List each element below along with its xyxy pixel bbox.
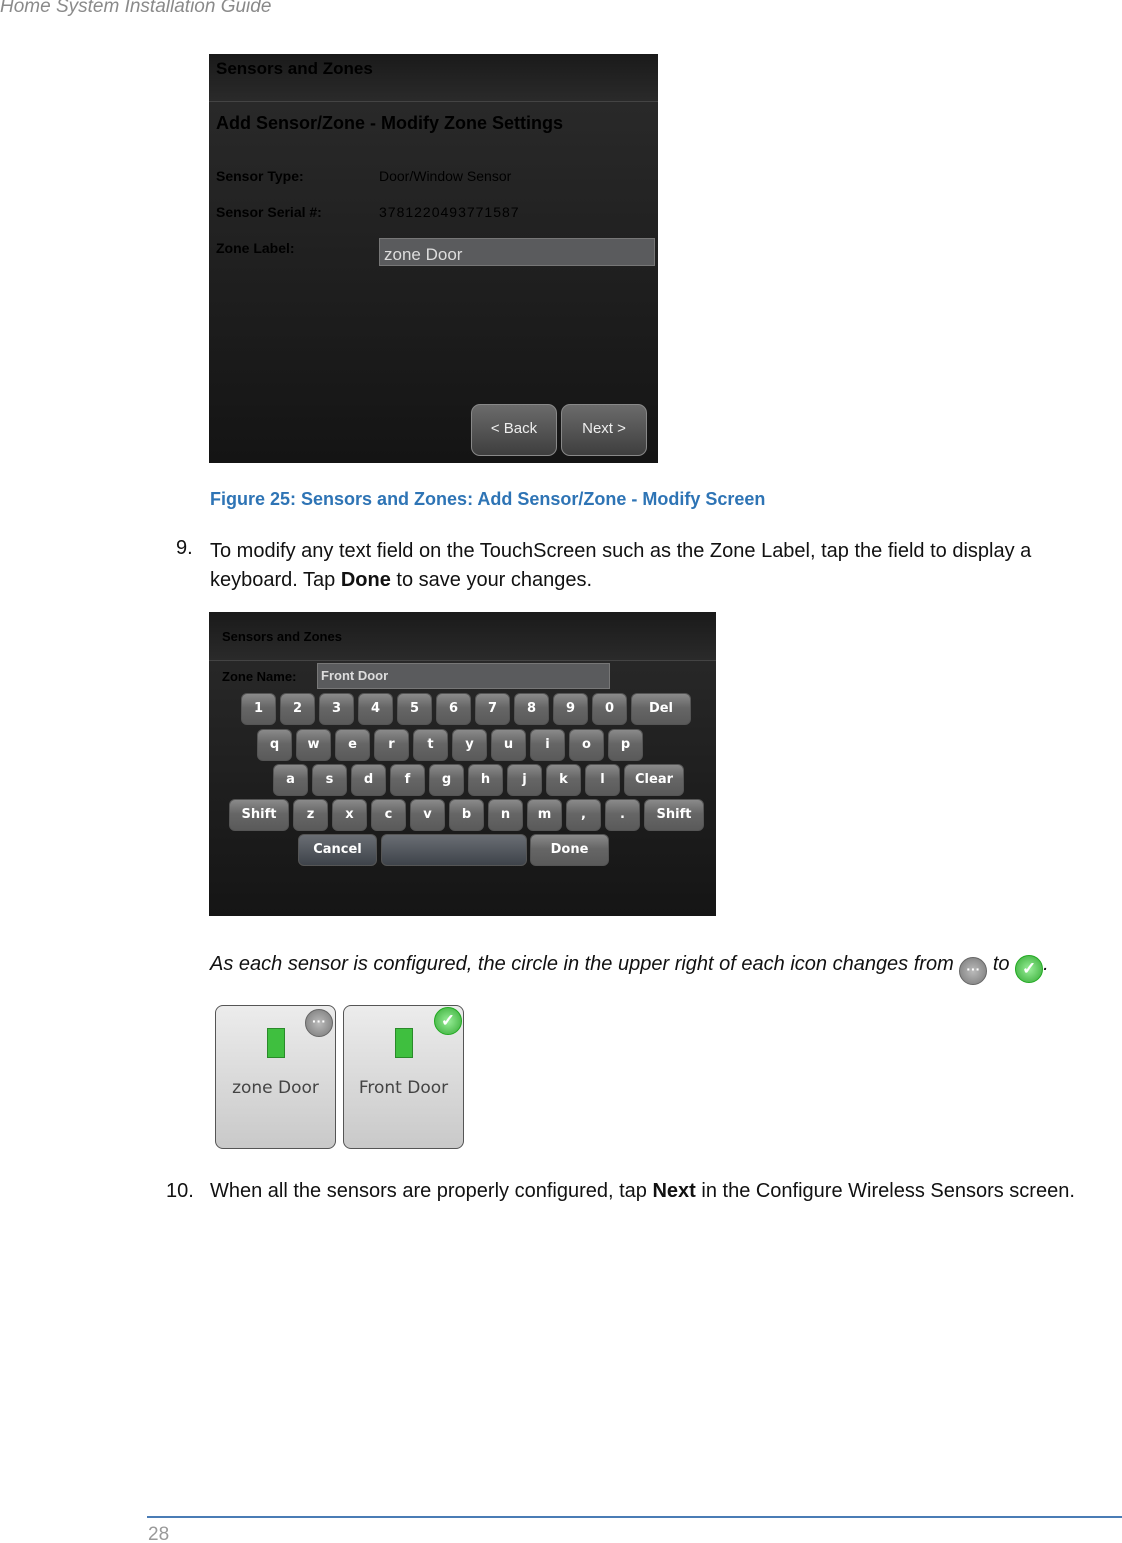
- key-shift[interactable]: Shift: [644, 799, 704, 831]
- serial-value: 3781220493771587: [379, 204, 520, 220]
- note-text-pre: As each sensor is configured, the circle in the upper right of each icon changes from: [210, 953, 954, 975]
- door-icon: [395, 1028, 413, 1058]
- screen-subtitle: Add Sensor/Zone - Modify Zone Settings: [216, 113, 564, 133]
- figure-caption: Figure 25: Sensors and Zones: Add Sensor/Zone - Modify Screen: [210, 489, 766, 509]
- step-10-number: 10.: [166, 1180, 194, 1202]
- step-9-text-pre: To modify any text field on the TouchScreen such as the Zone Label, tap the field to display a keyboard. Tap: [210, 540, 1032, 591]
- check-circle-icon: ✓: [434, 1007, 462, 1035]
- door-icon: [267, 1028, 285, 1058]
- sensor-type-label: Sensor Type:: [216, 168, 304, 184]
- tile-label: Front Door: [358, 1078, 449, 1098]
- space-key[interactable]: [381, 834, 527, 866]
- key-o[interactable]: o: [569, 729, 604, 761]
- key-e[interactable]: e: [335, 729, 370, 761]
- sensor-tile-front-door[interactable]: [343, 1005, 464, 1149]
- key-2[interactable]: 2: [280, 693, 315, 725]
- key-9[interactable]: 9: [553, 693, 588, 725]
- keyboard-screenshot: [209, 612, 716, 916]
- tile-label: zone Door: [232, 1078, 319, 1098]
- key-comma[interactable]: ,: [566, 799, 601, 831]
- step-10-text: [210, 1180, 1075, 1203]
- key-t[interactable]: t: [413, 729, 448, 761]
- zone-name-input[interactable]: Front Door: [317, 663, 610, 689]
- key-r[interactable]: r: [374, 729, 409, 761]
- serial-label: Sensor Serial #:: [216, 204, 322, 220]
- keyboard-screen-title: Sensors and Zones: [222, 629, 342, 644]
- key-0[interactable]: 0: [592, 693, 627, 725]
- status-note: [210, 953, 1049, 985]
- page-number: 28: [148, 1524, 170, 1543]
- key-g[interactable]: g: [429, 764, 464, 796]
- key-f[interactable]: f: [390, 764, 425, 796]
- step-9-number: 9.: [176, 537, 193, 559]
- pending-circle-icon: ···: [959, 957, 987, 985]
- key-period[interactable]: .: [605, 799, 640, 831]
- key-clear[interactable]: Clear: [624, 764, 684, 796]
- key-v[interactable]: v: [410, 799, 445, 831]
- footer-rule: [147, 1516, 1122, 1518]
- step-9-text: [210, 537, 1090, 595]
- sensor-tile-zone-door[interactable]: [215, 1005, 336, 1149]
- note-text-end: .: [1043, 953, 1049, 975]
- zone-label-input[interactable]: zone Door: [379, 238, 655, 266]
- modify-zone-screenshot: [209, 54, 658, 463]
- key-a[interactable]: a: [273, 764, 308, 796]
- next-button[interactable]: Next >: [561, 404, 647, 456]
- key-3[interactable]: 3: [319, 693, 354, 725]
- key-u[interactable]: u: [491, 729, 526, 761]
- key-shift[interactable]: Shift: [229, 799, 289, 831]
- key-4[interactable]: 4: [358, 693, 393, 725]
- key-c[interactable]: c: [371, 799, 406, 831]
- key-b[interactable]: b: [449, 799, 484, 831]
- key-z[interactable]: z: [293, 799, 328, 831]
- key-del[interactable]: Del: [631, 693, 691, 725]
- key-1[interactable]: 1: [241, 693, 276, 725]
- step-10-text-pre: When all the sensors are properly configured, tap: [210, 1180, 653, 1202]
- pending-circle-icon: ···: [305, 1009, 333, 1037]
- key-j[interactable]: j: [507, 764, 542, 796]
- key-i[interactable]: i: [530, 729, 565, 761]
- zone-name-label: Zone Name:: [222, 669, 297, 684]
- cancel-key[interactable]: Cancel: [298, 834, 377, 866]
- back-button[interactable]: < Back: [471, 404, 557, 456]
- key-5[interactable]: 5: [397, 693, 432, 725]
- key-7[interactable]: 7: [475, 693, 510, 725]
- sensor-type-value: Door/Window Sensor: [379, 168, 512, 184]
- screen-title: Sensors and Zones: [216, 59, 373, 78]
- key-l[interactable]: l: [585, 764, 620, 796]
- running-header: Home System Installation Guide: [0, 0, 272, 17]
- zone-label-label: Zone Label:: [216, 240, 295, 256]
- note-text-mid: to: [992, 953, 1010, 975]
- key-d[interactable]: d: [351, 764, 386, 796]
- key-x[interactable]: x: [332, 799, 367, 831]
- step-9-done-bold: Done: [340, 569, 391, 591]
- step-10-next-bold: Next: [652, 1180, 696, 1202]
- key-h[interactable]: h: [468, 764, 503, 796]
- done-key[interactable]: Done: [530, 834, 609, 866]
- key-w[interactable]: w: [296, 729, 331, 761]
- key-m[interactable]: m: [527, 799, 562, 831]
- key-k[interactable]: k: [546, 764, 581, 796]
- check-circle-icon: ✓: [1015, 955, 1043, 983]
- key-8[interactable]: 8: [514, 693, 549, 725]
- key-6[interactable]: 6: [436, 693, 471, 725]
- key-s[interactable]: s: [312, 764, 347, 796]
- key-p[interactable]: p: [608, 729, 643, 761]
- step-9-text-post: to save your changes.: [390, 569, 593, 591]
- key-n[interactable]: n: [488, 799, 523, 831]
- key-q[interactable]: q: [257, 729, 292, 761]
- key-y[interactable]: y: [452, 729, 487, 761]
- step-10-text-post: in the Configure Wireless Sensors screen.: [695, 1180, 1075, 1202]
